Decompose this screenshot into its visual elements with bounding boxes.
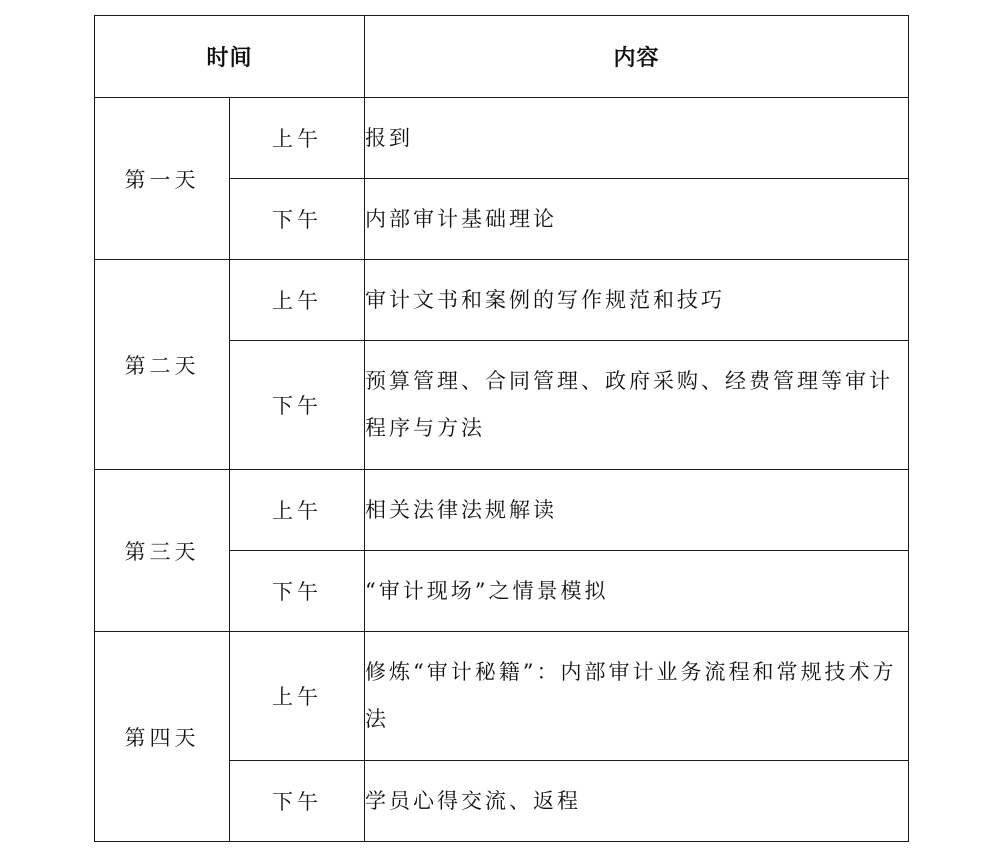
- table-row: [95, 260, 909, 341]
- header-content: 内容: [365, 16, 909, 98]
- session-content: 修炼“审计秘籍”：内部审计业务流程和常规技术方法: [365, 632, 909, 761]
- table-row: [95, 98, 909, 179]
- period-label: 下午: [230, 551, 365, 632]
- day-label: 第一天: [95, 98, 230, 260]
- session-content: 报到: [365, 98, 909, 179]
- header-time: 时间: [95, 16, 365, 98]
- period-label: 上午: [230, 470, 365, 551]
- session-content: 内部审计基础理论: [365, 179, 909, 260]
- table-row: [95, 632, 909, 761]
- session-content: 预算管理、合同管理、政府采购、经费管理等审计程序与方法: [365, 341, 909, 470]
- period-label: 上午: [230, 98, 365, 179]
- period-label: 下午: [230, 761, 365, 842]
- session-content: 学员心得交流、返程: [365, 761, 909, 842]
- period-label: 上午: [230, 632, 365, 761]
- day-label: 第二天: [95, 260, 230, 470]
- session-content: 相关法律法规解读: [365, 470, 909, 551]
- schedule-table: [94, 15, 909, 842]
- header-row: [95, 16, 909, 98]
- session-content: 审计文书和案例的写作规范和技巧: [365, 260, 909, 341]
- period-label: 下午: [230, 179, 365, 260]
- period-label: 下午: [230, 341, 365, 470]
- period-label: 上午: [230, 260, 365, 341]
- day-label: 第四天: [95, 632, 230, 842]
- table-row: [95, 470, 909, 551]
- day-label: 第三天: [95, 470, 230, 632]
- session-content: “审计现场”之情景模拟: [365, 551, 909, 632]
